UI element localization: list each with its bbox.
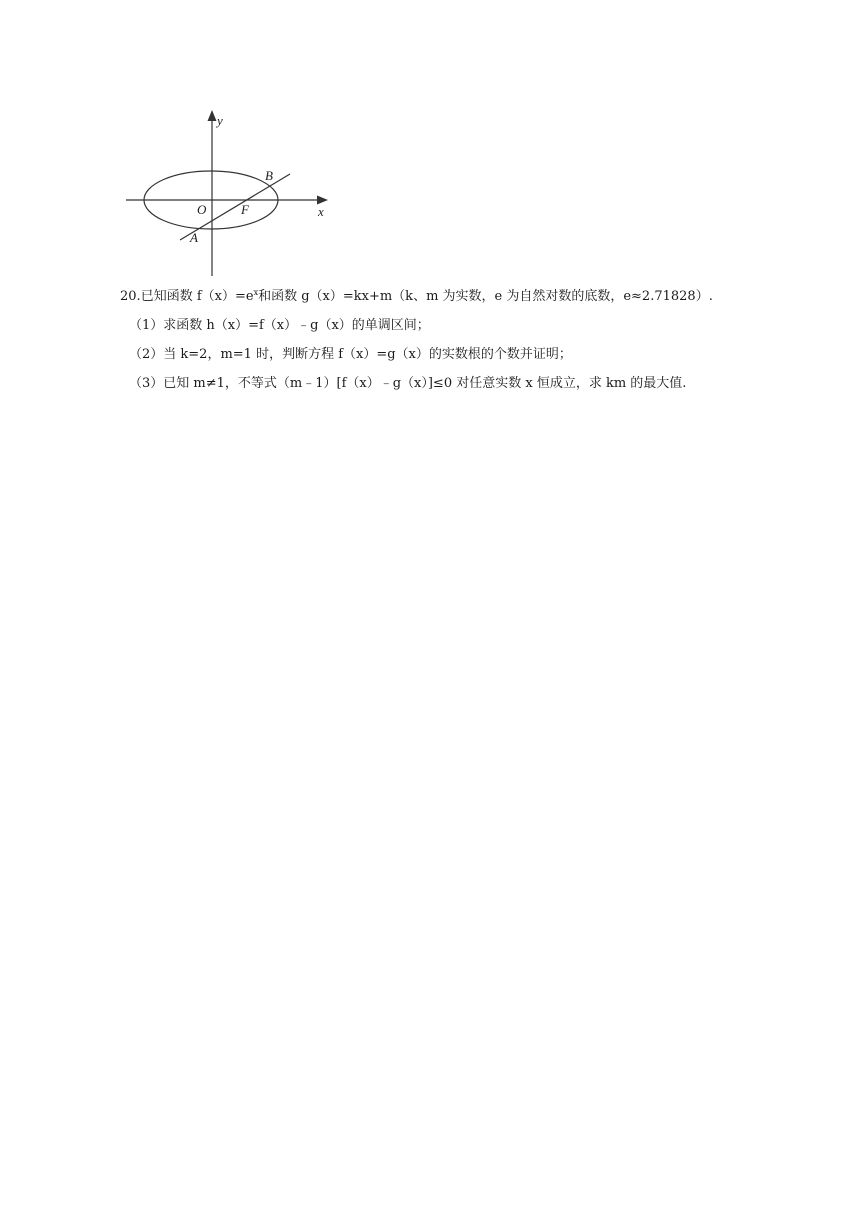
point-b-label: B <box>265 168 273 183</box>
stem-exponent: x <box>253 288 259 297</box>
problem-20 <box>120 288 820 404</box>
problem-part-2: （2）当 k=2，m=1 时，判断方程 f（x）=g（x）的实数根的个数并证明； <box>129 347 572 362</box>
stem-text-before: 已知函数 f（x）=e <box>140 289 254 304</box>
problem-part-1: （1）求函数 h（x）=f（x）﹣g（x）的单调区间； <box>129 318 430 333</box>
focus-label: F <box>241 202 249 217</box>
y-axis-arrow <box>208 110 217 121</box>
problem-number: 20. <box>120 289 141 304</box>
x-axis-label: x <box>318 204 324 219</box>
ellipse-line-figure <box>118 104 340 280</box>
origin-label: O <box>197 202 207 217</box>
point-a-label: A <box>190 230 198 245</box>
figure-svg <box>118 104 340 280</box>
stem-text-after: 和函数 g（x）=kx+m（k、m 为实数，e 为自然对数的底数，e≈2.71828）. <box>258 289 713 304</box>
problem-stem <box>120 288 820 306</box>
problem-part-3: （3）已知 m≠1，不等式（m﹣1）[f（x）﹣g（x）]≤0 对任意实数 x 恒成立，求 km 的最大值. <box>129 376 687 391</box>
y-axis-label: y <box>217 113 223 128</box>
